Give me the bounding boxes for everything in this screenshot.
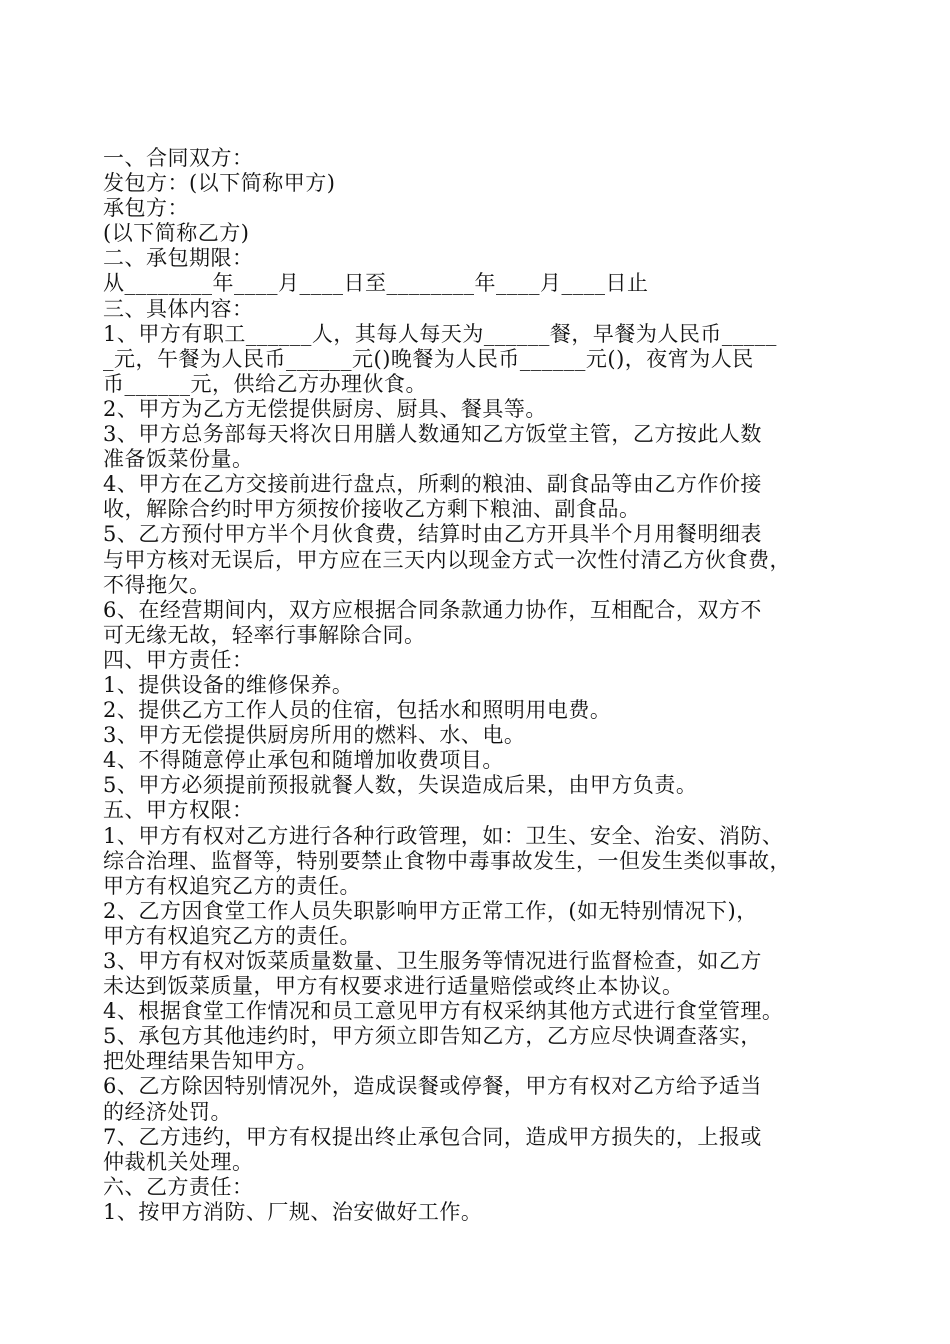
document-line: 四、甲方责任：: [103, 647, 254, 672]
document-line: 1、甲方有职工______人，其每人每天为______餐，早餐为人民币_____: [103, 321, 777, 346]
document-line: 甲方有权追究乙方的责任。: [103, 873, 361, 898]
document-line: 2、甲方为乙方无偿提供厨房、厨具、餐具等。: [103, 396, 547, 421]
document-line: 的经济处罚。: [103, 1099, 232, 1124]
document-line: 3、甲方无偿提供厨房所用的燃料、水、电。: [103, 723, 526, 748]
document-line: 把处理结果告知甲方。: [103, 1049, 318, 1074]
document-line: 1、甲方有权对乙方进行各种行政管理，如：卫生、安全、治安、消防、: [103, 823, 784, 848]
document-line: 5、甲方必须提前预报就餐人数，失误造成后果，由甲方负责。: [103, 773, 698, 798]
document-line: 五、甲方权限：: [103, 798, 254, 823]
document-line: 二、承包期限：: [103, 246, 254, 271]
document-line: 甲方有权追究乙方的责任。: [103, 923, 361, 948]
document-line: 综合治理、监督等，特别要禁止食物中毒事故发生，一但发生类似事故，: [103, 848, 791, 873]
document-line: 5、乙方预付甲方半个月伙食费，结算时由乙方开具半个月用餐明细表: [103, 522, 762, 547]
document-line: 6、乙方除因特别情况外，造成误餐或停餐，甲方有权对乙方给予适当: [103, 1074, 762, 1099]
document-line: (以下简称乙方): [103, 221, 250, 246]
document-line: 6、在经营期间内，双方应根据合同条款通力协作，互相配合，双方不: [103, 597, 762, 622]
document-body: [103, 146, 863, 1225]
document-line: 可无缘无故，轻率行事解除合同。: [103, 622, 426, 647]
document-line: 发包方：(以下简称甲方): [103, 171, 336, 196]
document-line: 不得拖欠。: [103, 572, 211, 597]
document-line: 3、甲方总务部每天将次日用膳人数通知乙方饭堂主管，乙方按此人数: [103, 422, 762, 447]
document-line: 六、乙方责任：: [103, 1174, 254, 1199]
document-line: 2、提供乙方工作人员的住宿，包括水和照明用电费。: [103, 698, 612, 723]
document-line: 一、合同双方：: [103, 146, 254, 170]
document-line: 4、根据食堂工作情况和员工意见甲方有权采纳其他方式进行食堂管理。: [103, 999, 784, 1024]
document-line: 币______元，供给乙方办理伙食。: [103, 371, 427, 396]
document-line: 3、甲方有权对饭菜质量数量、卫生服务等情况进行监督检查，如乙方: [103, 949, 762, 973]
document-line: _元，午餐为人民币______元()晚餐为人民币______元()，夜宵为人民: [103, 346, 754, 371]
document-line: 2、乙方因食堂工作人员失职影响甲方正常工作，(如无特别情况下)，: [103, 898, 758, 923]
document-line: 准备饭菜份量。: [103, 447, 254, 472]
document-line: 承包方：: [103, 196, 189, 221]
document-line: 未达到饭菜质量，甲方有权要求进行适量赔偿或终止本协议。: [103, 974, 684, 999]
document-line: 1、按甲方消防、厂规、治安做好工作。: [103, 1199, 483, 1224]
document-line: 1、提供设备的维修保养。: [103, 672, 354, 697]
document-line: 收，解除合约时甲方须按价接收乙方剩下粮油、副食品。: [103, 497, 641, 522]
document-line: 与甲方核对无误后，甲方应在三天内以现金方式一次性付清乙方伙食费，: [103, 547, 791, 572]
document-line: 4、甲方在乙方交接前进行盘点，所剩的粮油、副食品等由乙方作价接: [103, 472, 762, 497]
document-line: 三、具体内容：: [103, 296, 254, 321]
document-line: 4、不得随意停止承包和随增加收费项目。: [103, 748, 504, 773]
document-line: 5、承包方其他违约时，甲方须立即告知乙方，乙方应尽快调查落实，: [103, 1024, 762, 1049]
document-line: 7、乙方违约，甲方有权提出终止承包合同，造成甲方损失的，上报或: [103, 1124, 762, 1149]
document-line: 仲裁机关处理。: [103, 1149, 254, 1174]
document-line: 从________年____月____日至________年____月____日止: [103, 271, 649, 296]
